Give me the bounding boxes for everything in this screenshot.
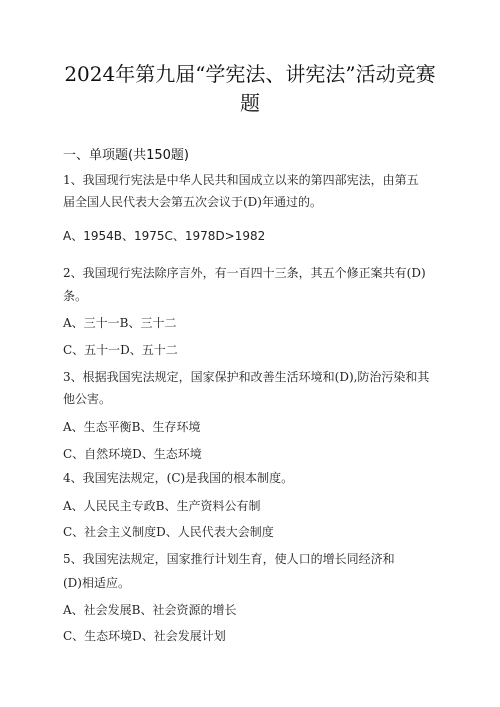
- question-2-stem-line-1: 2、我国现行宪法除序言外，有一百四十三条，其五个修正案共有(D): [63, 266, 426, 280]
- question-1-stem-line-2: 届全国人民代表大会第五次会议于(D)年通过的。: [63, 195, 322, 209]
- question-4-option-row-2: C、社会主义制度D、人民代表大会制度: [63, 525, 274, 539]
- question-5-stem-line-1: 5、我国宪法规定，国家推行计划生育，使人口的增长同经济和: [63, 552, 395, 566]
- question-1-stem-line-1: 1、我国现行宪法是中华人民共和国成立以来的第四部宪法，由第五: [63, 173, 419, 187]
- page-title-line-1: 2024年第九届“学宪法、讲宪法”活动竞赛: [64, 62, 436, 86]
- question-5-option-row-1: A、社会发展B、社会资源的增长: [63, 603, 237, 617]
- question-2-stem-line-2: 条。: [63, 289, 88, 303]
- question-3-stem-line-2: 他公害。: [63, 392, 112, 406]
- question-3-option-row-2: C、自然环境D、生态环境: [63, 447, 202, 461]
- question-4-stem-line-1: 4、我国宪法规定，(C)是我国的根本制度。: [63, 471, 294, 485]
- page-title-line-2: 题: [240, 91, 260, 115]
- question-2-option-row-1: A、三十一B、三十二: [63, 316, 177, 330]
- question-4-option-row-1: A、人民民主专政B、生产资料公有制: [63, 499, 261, 513]
- section-heading: 一、单项题(共150题): [63, 148, 189, 163]
- question-5-stem-line-2: (D)相适应。: [63, 576, 130, 590]
- page-title: [60, 60, 440, 118]
- question-5-option-row-2: C、生态环境D、社会发展计划: [63, 629, 226, 643]
- question-2-option-row-2: C、五十一D、五十二: [63, 343, 178, 357]
- question-3-option-row-1: A、生态平衡B、生存环境: [63, 420, 201, 434]
- question-3-stem-line-1: 3、根据我国宪法规定，国家保护和改善生活环境和(D),防治污染和其: [63, 370, 430, 384]
- question-1-options: A、1954B、1975C、1978D>1982: [63, 229, 266, 243]
